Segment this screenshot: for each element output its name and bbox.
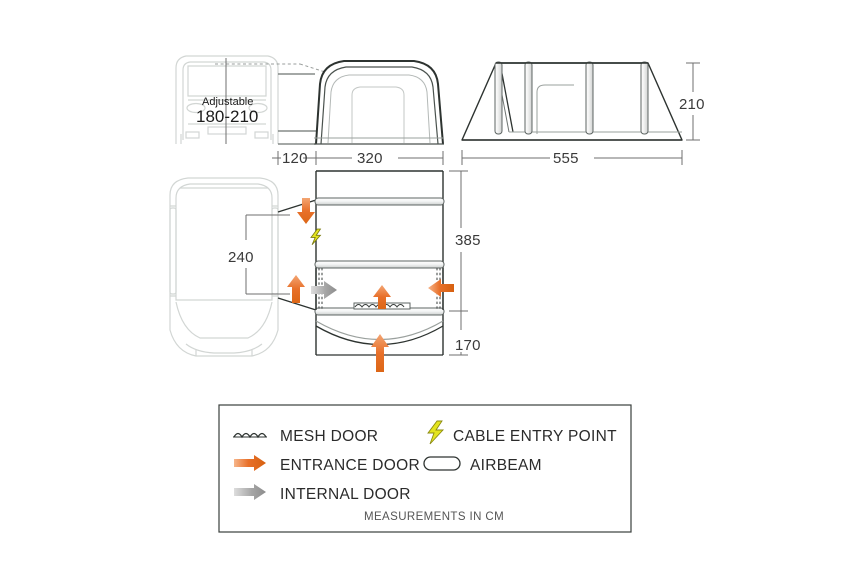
roof-taper-dashed: [300, 64, 325, 72]
legend-panel: [219, 405, 631, 532]
side-airbeams: [495, 62, 648, 134]
dimension-label-210: 210: [679, 96, 705, 113]
dimension-label-240: 240: [228, 249, 254, 266]
airbeam-icon: [424, 457, 460, 470]
van-plan-outline: [170, 178, 278, 356]
legend-footer-measurements: MEASUREMENTS IN CM: [364, 511, 505, 523]
awning-front-elevation: [314, 61, 444, 144]
dimension-label-320: 320: [357, 150, 383, 167]
rear-elevation-view: [176, 56, 444, 144]
dimension-label-170: 170: [455, 337, 481, 354]
internal-door-arrow: [311, 281, 337, 299]
legend-label-internal-door: INTERNAL DOOR: [280, 486, 411, 503]
floor-plan-view: [170, 171, 481, 372]
dimension-label-120: 120: [282, 150, 308, 167]
dimension-label-555: 555: [553, 150, 579, 167]
legend-label-cable-entry-point: CABLE ENTRY POINT: [453, 428, 617, 445]
van-adjustable-range: 180-210: [196, 107, 259, 126]
airbeam-front: [315, 198, 444, 205]
entrance-door-arrow-left: [287, 275, 305, 303]
tunnel-section-rear: [278, 74, 316, 144]
legend-label-airbeam: AIRBEAM: [470, 457, 542, 474]
legend-label-entrance-door: ENTRANCE DOOR: [280, 457, 420, 474]
side-elevation-view: [462, 62, 705, 167]
airbeam-middle: [315, 261, 444, 268]
entrance-door-arrow-right: [428, 279, 454, 297]
dimension-label-385: 385: [455, 232, 481, 249]
entrance-door-arrow-top: [297, 198, 315, 224]
legend-label-mesh-door: MESH DOOR: [280, 428, 379, 445]
van-adjustable-label: Adjustable: [202, 96, 254, 108]
